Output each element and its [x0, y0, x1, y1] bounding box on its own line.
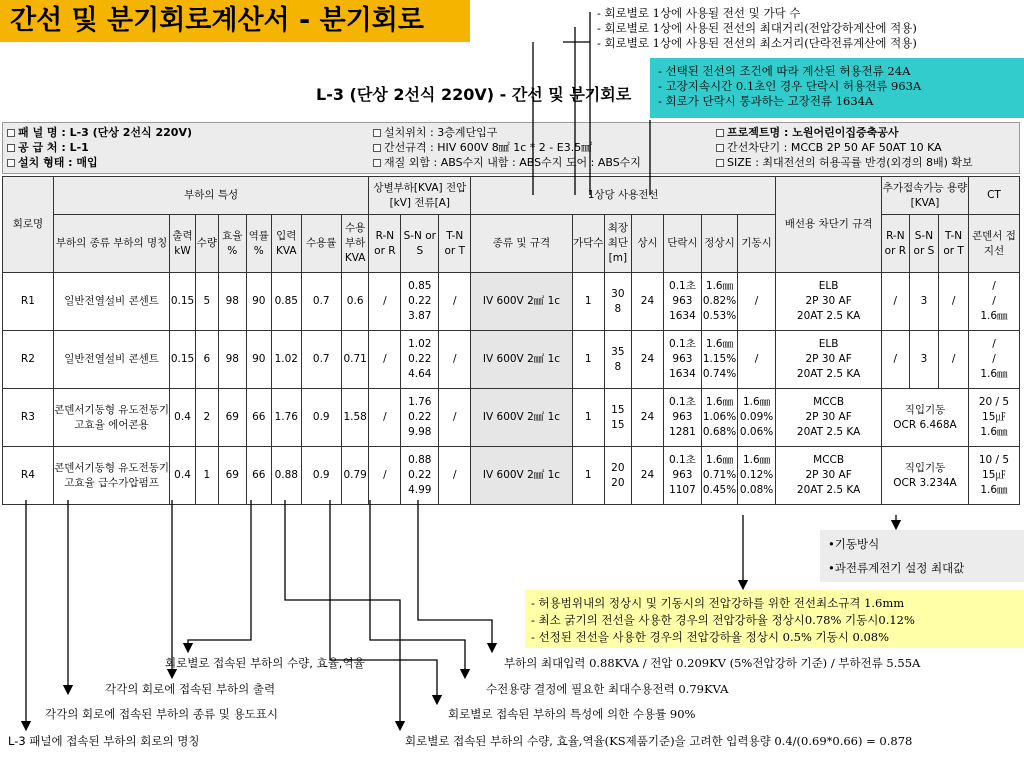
header-demand-load: 수용 부하 KVA — [341, 215, 369, 273]
header-length: 최장 최단 [m] — [604, 215, 632, 273]
cyan-note-3: - 회로가 단락시 통과하는 고장전류 1634A — [658, 94, 874, 108]
wire-length: 15 15 — [604, 389, 632, 447]
cyan-note-1: - 선택된 전선의 조건에 따라 계산된 허용전류 24A — [658, 64, 911, 78]
breaker-spec: ELB 2P 30 AF 20AT 2.5 KA — [776, 331, 882, 389]
extra-rn: / — [882, 273, 910, 331]
checkbox-icon — [373, 144, 381, 152]
input-kva: 0.85 — [271, 273, 301, 331]
header-extra-cap: 추가접속가능 용량[KVA] — [882, 177, 969, 215]
header-vd-start: 기동시 — [738, 215, 776, 273]
allow-short: 0.1초 963 1107 — [663, 447, 701, 505]
box2-line-2: - 최소 굵기의 전선을 사용한 경우의 전압강하율 정상시0.78% 기동시0.12% — [531, 613, 915, 627]
load-type: 콘덴서기동형 유도전동기 고효율 급수가압펌프 — [53, 447, 170, 505]
phase-tn: / — [439, 447, 471, 505]
demand-load: 1.58 — [341, 389, 369, 447]
allow-short: 0.1초 963 1281 — [663, 389, 701, 447]
vdrop-normal: 1.6㎜ 0.71% 0.45% — [702, 447, 738, 505]
phase-tn: / — [439, 331, 471, 389]
bottom-note-load-type: 각각의 회로에 접속된 부하의 종류 및 용도표시 — [45, 707, 279, 721]
ct-condenser: / / 1.6㎜ — [968, 331, 1019, 389]
allow-short: 0.1초 963 1634 — [663, 331, 701, 389]
panel-title: L-3 (단상 2선식 220V) - 간선 및 분기회로 — [316, 85, 632, 104]
header-rn: R-N or R — [369, 215, 401, 273]
vdrop-normal: 1.6㎜ 1.15% 0.74% — [702, 331, 738, 389]
info-material: 재질 외함 : ABS수지 내함 : ABS수지 도어 : ABS수지 — [373, 155, 641, 170]
power-factor: 90 — [246, 331, 271, 389]
demand-rate: 0.9 — [301, 389, 341, 447]
info-panel-name: 패 널 명 : L-3 (단상 2선식 220V) — [7, 125, 192, 140]
header-load-type: 부하의 종류 부하의 명칭 — [53, 215, 170, 273]
demand-load: 0.79 — [341, 447, 369, 505]
header-ex-rn: R-N or R — [882, 215, 910, 273]
allow-normal: 24 — [632, 331, 664, 389]
breaker-spec: ELB 2P 30 AF 20AT 2.5 KA — [776, 273, 882, 331]
header-wire-type: 종류 및 규격 — [471, 215, 573, 273]
wire-length: 30 8 — [604, 273, 632, 331]
table-row — [3, 273, 1020, 331]
vdrop-start: / — [738, 331, 776, 389]
allowable-current-note-box — [650, 58, 1024, 118]
bottom-note-demand-rate: 회로별로 접속된 부하의 특성에 의한 수용률 90% — [448, 707, 696, 721]
phase-rn: / — [369, 331, 401, 389]
phase-sn: 1.76 0.22 9.98 — [401, 389, 439, 447]
extra-rn: / — [882, 331, 910, 389]
qty: 2 — [195, 389, 218, 447]
ct-condenser: / / 1.6㎜ — [968, 273, 1019, 331]
wire-type: IV 600V 2㎟ 1c — [471, 447, 573, 505]
qty: 6 — [195, 331, 218, 389]
header-input: 입력 KVA — [271, 215, 301, 273]
connector-n6 — [370, 500, 465, 674]
vdrop-start: 1.6㎜ 0.12% 0.08% — [738, 447, 776, 505]
header-allow-short: 단락시 — [663, 215, 701, 273]
efficiency: 69 — [219, 389, 247, 447]
header-tn: T-N or T — [439, 215, 471, 273]
box1-line-1: •기동방식 — [828, 537, 880, 551]
input-kva: 1.76 — [271, 389, 301, 447]
connector-n5 — [418, 500, 492, 648]
extra-sn: 3 — [909, 331, 939, 389]
header-ex-tn: T-N or T — [939, 215, 969, 273]
phase-sn: 1.02 0.22 4.64 — [401, 331, 439, 389]
wire-length: 35 8 — [604, 331, 632, 389]
vdrop-start: 1.6㎜ 0.09% 0.06% — [738, 389, 776, 447]
info-install-type: 설치 형태 : 매입 — [7, 155, 98, 170]
phase-tn: / — [439, 273, 471, 331]
header-pf: 역률 % — [246, 215, 271, 273]
header-eff: 효율 % — [219, 215, 247, 273]
phase-tn: / — [439, 389, 471, 447]
input-kva: 1.02 — [271, 331, 301, 389]
extra-tn: / — [939, 273, 969, 331]
bottom-note-max-demand: 수전용량 결정에 필요한 최대수용전력 0.79KVA — [486, 682, 729, 696]
allow-normal: 24 — [632, 389, 664, 447]
strands: 1 — [572, 447, 604, 505]
header-strands: 가닥수 — [572, 215, 604, 273]
load-type: 일반전열설비 콘센트 — [53, 331, 170, 389]
box1-line-2: •과전류계전기 설정 최대값 — [828, 561, 965, 575]
connector-n8 — [285, 500, 400, 726]
top-note-1: - 회로별로 1상에 사용될 전선 및 가닥 수 — [597, 6, 801, 20]
qty: 1 — [195, 447, 218, 505]
cyan-note-2: - 고장지속시간 0.1초인 경우 단락시 허용전류 963A — [658, 79, 922, 93]
demand-load: 0.71 — [341, 331, 369, 389]
circuit-name: R2 — [3, 331, 54, 389]
circuit-name: R3 — [3, 389, 54, 447]
bottom-note-qty-eff: 회로별로 접속된 부하의 수량, 효율,역율 — [165, 656, 365, 670]
output-kw: 0.15 — [170, 273, 195, 331]
info-project: 프로젝트명 : 노원어린이집증축공사 — [716, 125, 898, 140]
header-load-chars: 부하의 특성 — [53, 177, 369, 215]
page-title: 간선 및 분기회로계산서 - 분기회로 — [0, 0, 470, 42]
phase-sn: 0.85 0.22 3.87 — [401, 273, 439, 331]
bottom-note-circuit-name: L-3 패널에 접속된 부하의 회로의 명칭 — [8, 734, 200, 748]
table-row — [3, 447, 1020, 505]
branch-circuit-table — [2, 176, 1020, 505]
box2-line-3: - 선정된 전선을 사용한 경우의 전압강하율 정상시 0.5% 기동시 0.08% — [531, 630, 890, 644]
allow-normal: 24 — [632, 273, 664, 331]
input-kva: 0.88 — [271, 447, 301, 505]
header-ex-sn: S-N or S — [909, 215, 939, 273]
header-ct: CT — [968, 177, 1019, 215]
info-size: SIZE : 최대전선의 허용곡률 반경(외경의 8배) 확보 — [716, 155, 973, 170]
wire-type: IV 600V 2㎟ 1c — [471, 389, 573, 447]
header-demand-rate: 수용률 — [301, 215, 341, 273]
top-note-3: - 회로별로 1상에 사용된 전선의 최소거리(단락전류계산에 적용) — [597, 36, 917, 50]
header-condenser: 콘덴서 접지선 — [968, 215, 1019, 273]
header-qty: 수량 — [195, 215, 218, 273]
breaker-spec: MCCB 2P 30 AF 20AT 2.5 KA — [776, 447, 882, 505]
wire-type: IV 600V 2㎟ 1c — [471, 273, 573, 331]
connector-n1 — [188, 500, 251, 648]
extra-tn: / — [939, 331, 969, 389]
info-feeder-spec: 간선규격 : HIV 600V 8㎟ 1c * 2 - E3.5㎟ — [373, 140, 592, 155]
demand-load: 0.6 — [341, 273, 369, 331]
start-method-box — [820, 530, 1024, 582]
header-circuit: 회로명 — [3, 177, 54, 273]
header-sn: S-N or S — [401, 215, 439, 273]
checkbox-icon — [716, 159, 724, 167]
checkbox-icon — [373, 159, 381, 167]
panel-info-block — [2, 122, 1020, 174]
extra-start-method: 직입기동 OCR 3.234A — [882, 447, 969, 505]
checkbox-icon — [7, 144, 15, 152]
strands: 1 — [572, 273, 604, 331]
connector-n7 — [330, 500, 437, 700]
header-wire-per-phase: 1상당 사용전선 — [471, 177, 776, 215]
checkbox-icon — [7, 159, 15, 167]
power-factor: 90 — [246, 273, 271, 331]
efficiency: 98 — [219, 331, 247, 389]
phase-sn: 0.88 0.22 4.99 — [401, 447, 439, 505]
info-location: 설치위치 : 3층계단입구 — [373, 125, 497, 140]
output-kw: 0.4 — [170, 389, 195, 447]
demand-rate: 0.7 — [301, 331, 341, 389]
box2-line-1: - 허용범위내의 정상시 및 기동시의 전압강하를 위한 전선최소규격 1.6mm — [531, 596, 905, 610]
top-note-2: - 회로별로 1상에 사용된 전선의 최대거리(전압강하계산에 적용) — [597, 21, 917, 35]
breaker-spec: MCCB 2P 30 AF 20AT 2.5 KA — [776, 389, 882, 447]
extra-start-method: 직입기동 OCR 6.468A — [882, 389, 969, 447]
vdrop-normal: 1.6㎜ 1.06% 0.68% — [702, 389, 738, 447]
info-supply: 공 급 처 : L-1 — [7, 140, 89, 155]
output-kw: 0.4 — [170, 447, 195, 505]
voltage-drop-note-box — [525, 590, 1024, 648]
info-feeder-breaker: 간선차단기 : MCCB 2P 50 AF 50AT 10 KA — [716, 140, 942, 155]
extra-sn: 3 — [909, 273, 939, 331]
header-breaker: 배선용 차단기 규격 — [776, 177, 882, 273]
header-output: 출력 kW — [170, 215, 195, 273]
efficiency: 69 — [219, 447, 247, 505]
allow-short: 0.1초 963 1634 — [663, 273, 701, 331]
bottom-note-output: 각각의 회로에 접속된 부하의 출력 — [105, 682, 276, 696]
table-body — [3, 273, 1020, 505]
efficiency: 98 — [219, 273, 247, 331]
header-allow-normal: 상시 — [632, 215, 664, 273]
phase-rn: / — [369, 389, 401, 447]
phase-rn: / — [369, 273, 401, 331]
bottom-note-max-input: 부하의 최대입력 0.88KVA / 전압 0.209KV (5%전압강하 기준) / 부하전류 5.55A — [504, 656, 921, 670]
load-type: 콘덴서기동형 유도전동기 고효율 에어콘용 — [53, 389, 170, 447]
vdrop-normal: 1.6㎜ 0.82% 0.53% — [702, 273, 738, 331]
checkbox-icon — [716, 144, 724, 152]
phase-rn: / — [369, 447, 401, 505]
table-row — [3, 331, 1020, 389]
checkbox-icon — [716, 129, 724, 137]
strands: 1 — [572, 331, 604, 389]
checkbox-icon — [373, 129, 381, 137]
demand-rate: 0.7 — [301, 273, 341, 331]
power-factor: 66 — [246, 447, 271, 505]
ct-condenser: 10 / 5 15㎌ 1.6㎜ — [968, 447, 1019, 505]
wire-type: IV 600V 2㎟ 1c — [471, 331, 573, 389]
load-type: 일반전열설비 콘센트 — [53, 273, 170, 331]
output-kw: 0.15 — [170, 331, 195, 389]
power-factor: 66 — [246, 389, 271, 447]
ct-condenser: 20 / 5 15㎌ 1.6㎜ — [968, 389, 1019, 447]
qty: 5 — [195, 273, 218, 331]
checkbox-icon — [7, 129, 15, 137]
circuit-name: R1 — [3, 273, 54, 331]
header-phase-load: 상별부하[KVA] 전압[kV] 전류[A] — [369, 177, 471, 215]
vdrop-start: / — [738, 273, 776, 331]
header-vd-normal: 정상시 — [702, 215, 738, 273]
allow-normal: 24 — [632, 447, 664, 505]
circuit-name: R4 — [3, 447, 54, 505]
strands: 1 — [572, 389, 604, 447]
bottom-note-input-capacity: 회로별로 접속된 부하의 수량, 효율,역율(KS제품기준)을 고려한 입력용량 0.4/(0.69*0.66) = 0.878 — [405, 734, 913, 748]
table-row — [3, 389, 1020, 447]
demand-rate: 0.9 — [301, 447, 341, 505]
wire-length: 20 20 — [604, 447, 632, 505]
